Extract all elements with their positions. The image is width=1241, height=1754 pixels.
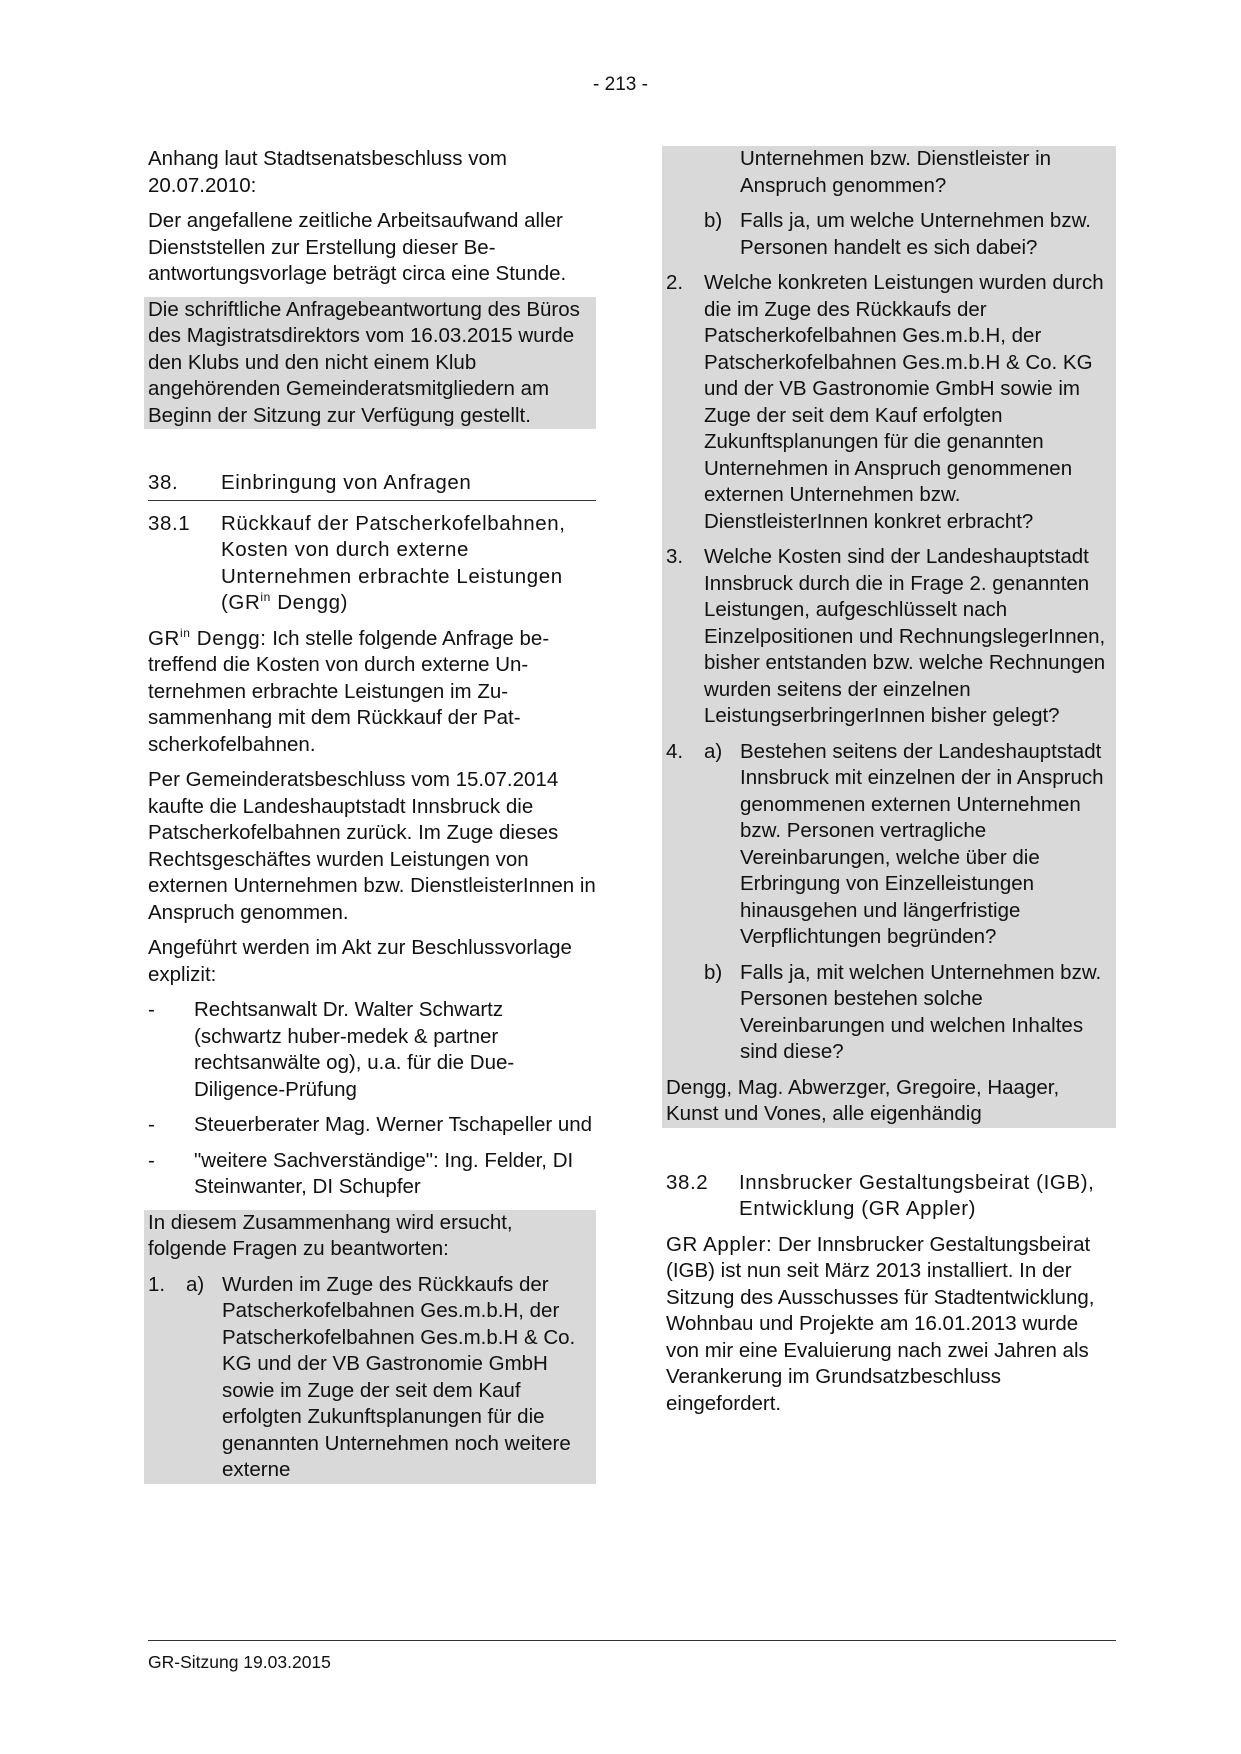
section-number: 38. (148, 471, 179, 494)
question-4a: 4. a) Bestehen seitens der Landeshauptstadt Innsbruck mit einzelnen der in Anspruch genommenen externen Unternehmen bzw. Personen vertragliche Vereinbarungen, welche über die Erbringung von Einzelleistungen hinausgehen und längerfristige Verpflichtungen begründen? (666, 739, 1104, 948)
annex-note: Anhang laut Stadtsenatsbeschluss vom 20.07.2010: (148, 147, 507, 197)
question-3: 3. Welche Kosten sind der Landeshauptstadt Innsbruck durch die in Frage 2. genannten Leistungen, aufgeschlüsselt nach Einzelpositionen und RechnungslegerInnen, bisher entstanden bzw. welche Rechnungen wurden seitens der einzelnen LeistungserbringerInnen bisher gelegt? (666, 545, 1106, 727)
subsection-heading-2 (666, 1170, 1116, 1223)
questions-block-continued (662, 146, 1116, 1128)
question-1b: b) Falls ja, um welche Unternehmen bzw. Personen handelt es sich dabei? (704, 209, 1091, 259)
signatures: Dengg, Mag. Abwerzger, Gregoire, Haager, Kunst und Vones, alle eigenhändig (666, 1075, 1060, 1125)
list-item: - Steuerberater Mag. Werner Tschapeller und (148, 1113, 593, 1136)
list-item: - Rechtsanwalt Dr. Walter Schwartz (schwartz huber-medek & partner rechtsanwälte og), u.a. für die Due-Diligence-Prüfung (148, 998, 515, 1101)
question-2: 2. Welche konkreten Leistungen wurden durch die im Zuge des Rückkaufs der Patscherkofelbahnen Ges.m.b.H, der Patscherkofelbahnen Ges.m.b.H & Co. KG und der VB Gastronomie GmbH sowie im Zuge der seit dem Kauf erfolgten Zukunftsplanungen für die genannten Unternehmen in Anspruch genommenen externen Unternehmen bzw. DienstleisterInnen konkret erbracht? (666, 271, 1104, 533)
listed-paragraph: Angeführt werden im Akt zur Beschlussvorlage explizit: (148, 936, 572, 986)
question-4b: b) Falls ja, mit welchen Unternehmen bzw. Personen bestehen solche Vereinbarungen und welchen Inhaltes sind diese? (704, 960, 1102, 1063)
speaker-name: GR Appler: (666, 1232, 773, 1256)
subsection-number: 38.1 (148, 511, 191, 535)
subsection-heading (148, 511, 596, 617)
question-1a: 1. a) Wurden im Zuge des Rückkaufs der Patscherkofelbahnen Ges.m.b.H, der Patscherkofelbahnen Ges.m.b.H & Co. KG und der VB Gastronomie GmbH sowie im Zuge der seit dem Kauf erfolgten Zukunftsplanungen für die genannten Unternehmen noch weitere externe (148, 1272, 576, 1481)
right-column (666, 146, 1116, 1426)
inquiry-intro: $GR^{in}$ Dengg: Ich stelle folgende Anfrage betreffend die Kosten von durch externe Unternehmen erbrachte Leistungen im Zusammenhang mit dem Rückkauf der Patscherkofelbahnen. (148, 625, 550, 756)
workload-note: Der angefallene zeitliche Arbeitsaufwand aller Dienststellen zur Erstellung dieser Beantwortungsvorlage beträgt circa eine Stunde. (148, 209, 567, 285)
distribution-note: Die schriftliche Anfragebeantwortung des Büros des Magistratsdirektors vom 16.03.2015 wurde den Klubs und den nicht einem Klub angehörenden Gemeinderatsmitgliedern am Beginn der Sitzung zur Verfügung gestellt. (144, 297, 596, 430)
background-paragraph: Per Gemeinderatsbeschluss vom 15.07.2014 kaufte die Landeshauptstadt Innsbruck die Patscherkofelbahnen zurück. Im Zuge dieses Rechtsgeschäftes wurden Leistungen von externen Unternehmen bzw. DienstleisterInnen in Anspruch genommen. (148, 768, 596, 924)
list-item: - "weitere Sachverständige": Ing. Felder, DI Steinwanter, DI Schupfer (148, 1148, 574, 1198)
subsection-title: Rückkauf der Patscherkofelbahnen, Kosten von durch externe Unternehmen erbrachte Leistungen ($GR^{in}$ Dengg) (221, 511, 566, 614)
appler-paragraph: GR Appler: Der Innsbrucker Gestaltungsbeirat (IGB) ist nun seit März 2013 installiert. In der Sitzung des Ausschusses für Stadtentwicklung, Wohnbau und Projekte am 16.01.2013 wurde von mir eine Evaluierung nach zwei Jahren als Verankerung im Grundsatzbeschluss eingefordert. (666, 1232, 1095, 1415)
questions-block (144, 1210, 596, 1484)
section-title: Einbringung von Anfragen (221, 471, 472, 494)
page-footer: GR-Sitzung 19.03.2015 (148, 1640, 1116, 1676)
section-heading (148, 470, 596, 501)
subsection-number: 38.2 (666, 1170, 709, 1194)
question-1a-continued: Unternehmen bzw. Dienstleister in Anspruch genommen? (740, 147, 1052, 197)
questions-intro: In diesem Zusammenhang wird ersucht, folgende Fragen zu beantworten: (148, 1210, 513, 1260)
page-number: - 213 - (593, 74, 648, 95)
subsection-title: Innsbrucker Gestaltungsbeirat (IGB), Entwicklung (GR Appler) (739, 1170, 1095, 1220)
left-column (148, 146, 596, 1484)
speaker-name: $GR^{in}$ Dengg: (148, 625, 267, 650)
